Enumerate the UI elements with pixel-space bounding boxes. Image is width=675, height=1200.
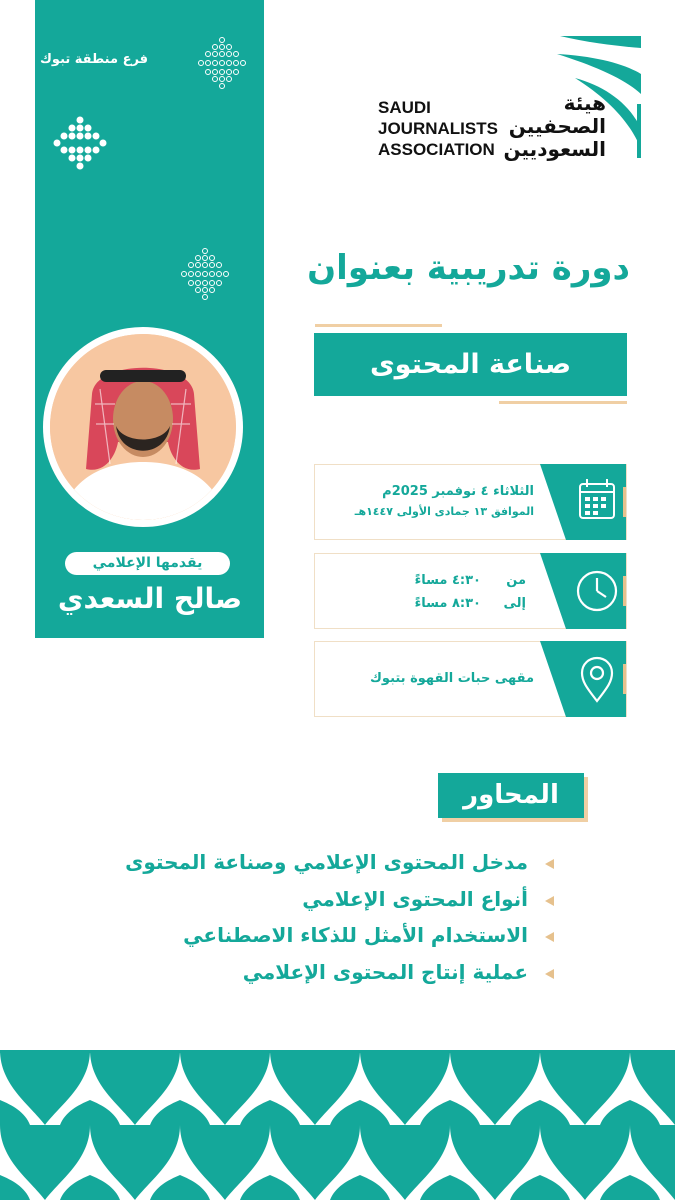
logo-text-english	[378, 97, 503, 160]
bullet-icon	[545, 859, 554, 869]
avatar	[50, 334, 236, 520]
list-item	[90, 887, 560, 924]
logo-line: SAUDI	[378, 98, 431, 117]
time-card	[314, 553, 627, 629]
topic-text: مدخل المحتوى الإعلامي وصناعة المحتوى	[125, 850, 528, 874]
presenter-panel	[35, 0, 264, 638]
logo-line: JOURNALISTS	[378, 119, 498, 138]
list-item	[90, 850, 560, 887]
accent-bar	[623, 576, 626, 606]
time-to-label: إلى	[503, 596, 526, 611]
dot-pattern-icon	[195, 36, 249, 90]
location-card	[314, 641, 627, 717]
accent-bar	[623, 664, 626, 694]
list-item	[90, 923, 560, 960]
decorative-pattern	[0, 1050, 675, 1200]
divider	[499, 401, 627, 404]
date-card	[314, 464, 627, 540]
bullet-icon	[545, 932, 554, 942]
bullet-icon	[545, 896, 554, 906]
location-text: مقهى حبات القهوة بتبوك	[370, 671, 534, 686]
logo-line: السعوديين	[503, 137, 606, 161]
topic-text: عملية إنتاج المحتوى الإعلامي	[242, 959, 528, 984]
topics-list	[90, 850, 560, 996]
course-title: صناعة المحتوى الإعلامي	[369, 349, 572, 443]
association-logo-icon	[555, 34, 645, 164]
time-from-value: ٤:٣٠ مساءً	[414, 573, 481, 588]
branch-label: فرع منطقة تبوك	[40, 52, 149, 67]
presenter-badge: يقدمها الإعلامي	[65, 552, 230, 575]
topic-text: أنواع المحتوى الإعلامي	[302, 886, 528, 911]
logo-line: ASSOCIATION	[378, 140, 495, 159]
dot-pattern-icon	[178, 247, 232, 301]
date-hijri: الموافق ١٣ جمادى الأولى ١٤٤٧هـ	[354, 505, 534, 518]
time-to-value: ٨:٣٠ مساءً	[414, 596, 481, 611]
accent-bar	[623, 487, 626, 517]
date-gregorian: الثلاثاء ٤ نوفمبر 2025م	[382, 484, 534, 499]
course-label: دورة تدريبية بعنوان	[307, 248, 630, 288]
presenter-name: صالح السعدي	[57, 582, 243, 615]
dot-pattern-icon	[53, 116, 107, 170]
location-pin-icon	[540, 641, 626, 717]
divider	[315, 324, 442, 327]
bullet-icon	[545, 969, 554, 979]
calendar-icon	[540, 464, 626, 540]
logo-line: الصحفيين	[508, 114, 606, 138]
clock-icon	[540, 553, 626, 629]
time-from-label: من	[506, 573, 526, 588]
axes-title: المحاور	[463, 780, 559, 810]
list-item	[90, 960, 560, 997]
logo-line: هيئة	[563, 91, 606, 115]
topic-text: الاستخدام الأمثل للذكاء الاصطناعي	[183, 923, 528, 947]
